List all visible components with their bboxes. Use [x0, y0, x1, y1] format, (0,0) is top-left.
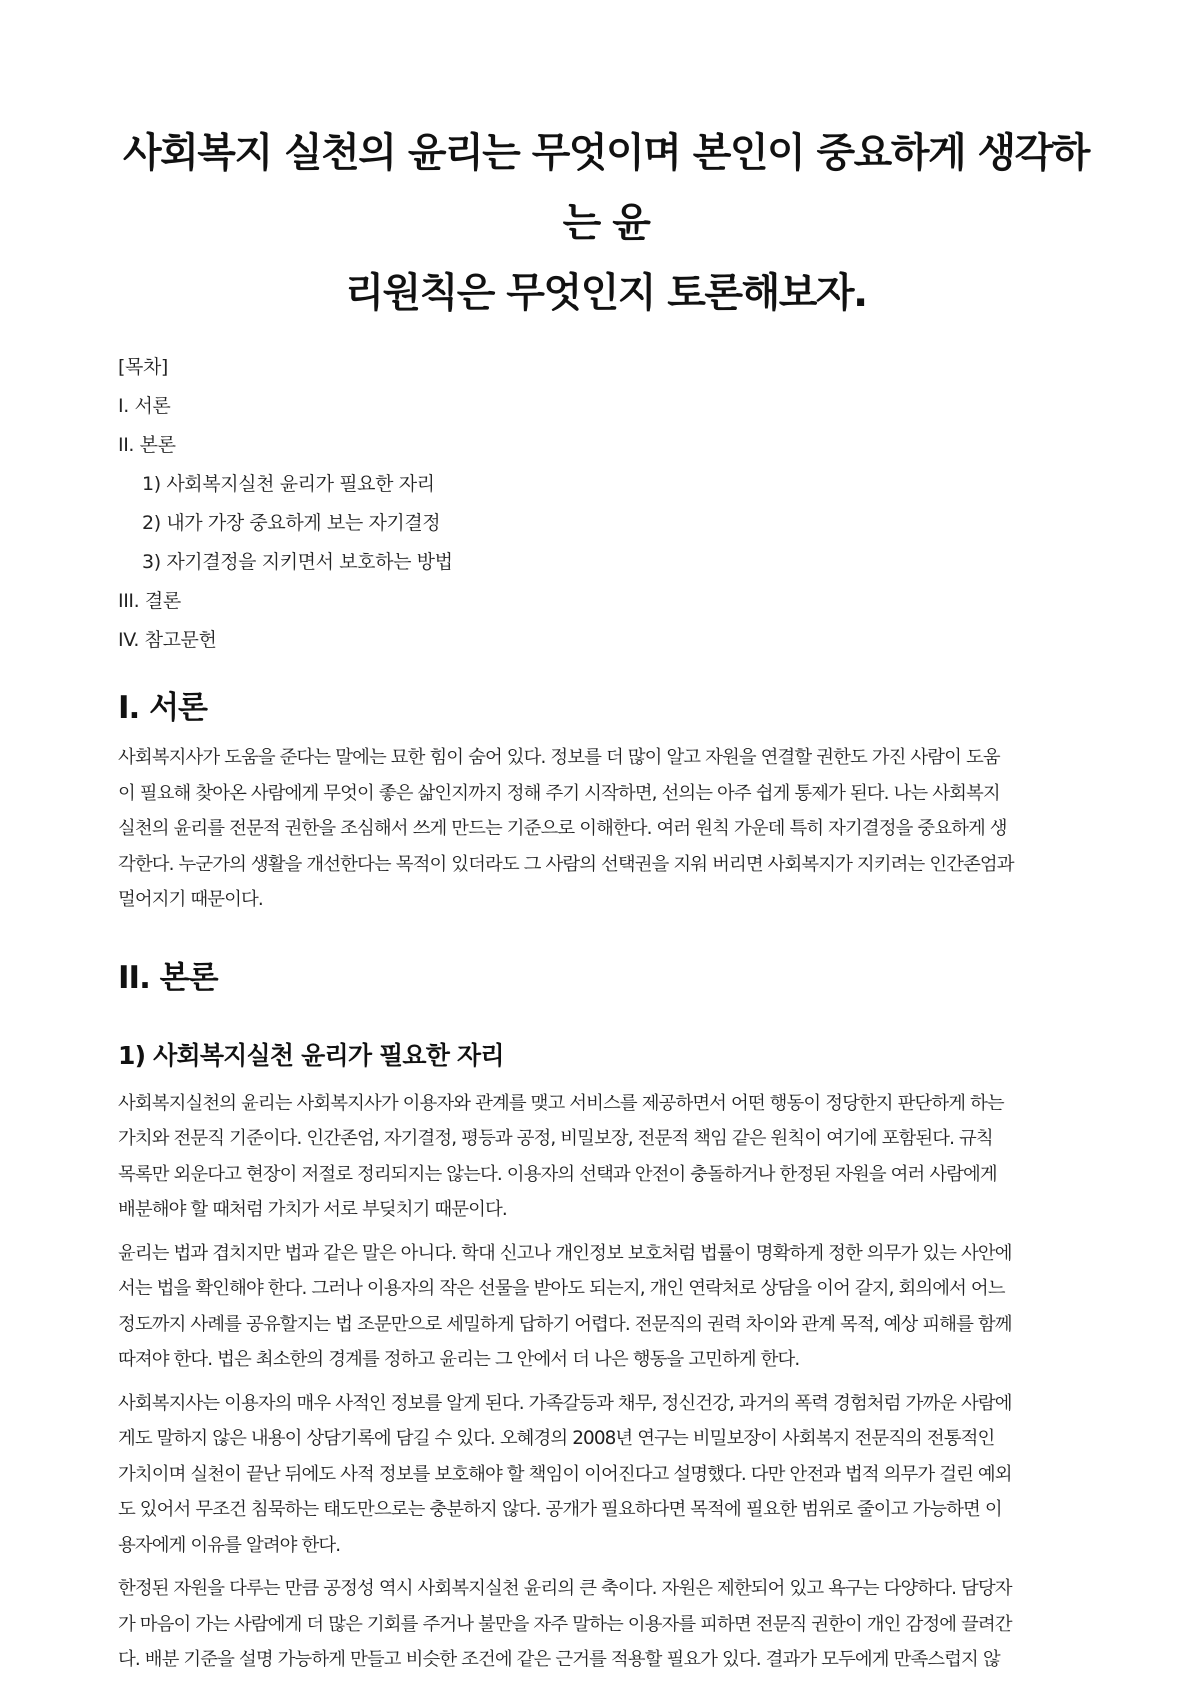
intro-paragraph: 사회복지사가 도움을 준다는 말에는 묘한 힘이 숨어 있다. 정보를 더 많이 알고 자원을 연결할 권한도 가진 사람이 도움 이 필요해 찾아온 사람에게 무엇이 좋은 삶인지까지 정해 주기 시작하면, 선의는 아주 쉽게 통제가 된다. 나는 사회복지 실천의 윤리를 전문적 권한을 조심해서 쓰게 만드는 기준으로 이해한다. 여러 원칙 가운데 특히 자기결정을 중요하게 생 각한다. 누군가의 생활을 개선한다는 목적이 있더라도 그 사람의 선택권을 지워 버리면 사회복지가 지키려는 인간존엄과 멀어지기 때문이다.: [118, 747, 1014, 910]
body-heading: II. 본론: [118, 959, 218, 996]
toc-item: II. 본론: [118, 434, 176, 456]
toc-item: 1) 사회복지실천 윤리가 필요한 자리: [142, 473, 435, 495]
toc-item: 3) 자기결정을 지키면서 보호하는 방법: [142, 551, 453, 573]
body-paragraph: 윤리는 법과 겹치지만 법과 같은 말은 아니다. 학대 신고나 개인정보 보호처럼 법률이 명확하게 정한 의무가 있는 사안에 서는 법을 확인해야 한다. 그러나 이용자의 작은 선물을 받아도 되는지, 개인 연락처로 상담을 이어 갈지, 회의에서 어느 정도까지 사례를 공유할지는 법 조문만으로 세밀하게 답하기 어렵다. 전문직의 권력 차이와 관계 목적, 예상 피해를 함께 따져야 한다. 법은 최소한의 경계를 정하고 윤리는 그 안에서 더 나은 행동을 고민하게 한다.: [118, 1242, 1012, 1370]
body-paragraph: 한정된 자원을 다루는 만큼 공정성 역시 사회복지실천 윤리의 큰 축이다. 자원은 제한되어 있고 욕구는 다양하다. 담당자 가 마음이 가는 사람에게 더 많은 기회를 주거나 불만을 자주 말하는 이용자를 피하면 전문직 권한이 개인 감정에 끌려간 다. 배분 기준을 설명 가능하게 만들고 비슷한 조건에 같은 근거를 적용할 필요가 있다. 결과가 모두에게 만족스럽지 않: [118, 1578, 1012, 1670]
toc-item: I. 서론: [118, 395, 171, 417]
toc-label: [목차]: [118, 356, 168, 378]
document-page: [118, 118, 1094, 1678]
document-title: 사회복지 실천의 윤리는 무엇이며 본인이 중요하게 생각하는 윤 리원칙은 무엇인지 토론해보자.: [123, 130, 1089, 316]
toc-item: IV. 참고문헌: [118, 629, 217, 651]
body-paragraph: 사회복지사는 이용자의 매우 사적인 정보를 알게 된다. 가족갈등과 채무, 정신건강, 과거의 폭력 경험처럼 가까운 사람에 게도 말하지 않은 내용이 상담기록에 담길 수 있다. 오혜경의 2008년 연구는 비밀보장이 사회복지 전문직의 전통적인 가치이며 실천이 끝난 뒤에도 사적 정보를 보호해야 할 책임이 이어진다고 설명했다. 다만 안전과 법적 의무가 걸린 예외 도 있어서 무조건 침묵하는 태도만으로는 충분하지 않다. 공개가 필요하다면 목적에 필요한 범위로 줄이고 가능하면 이 용자에게 이유를 알려야 한다.: [118, 1392, 1012, 1556]
intro-section: [118, 688, 1094, 918]
subsection-heading: 1) 사회복지실천 윤리가 필요한 자리: [118, 1040, 504, 1070]
toc-item: III. 결론: [118, 590, 181, 612]
body-section: [118, 958, 1094, 1678]
body-paragraph: 사회복지실천의 윤리는 사회복지사가 이용자와 관계를 맺고 서비스를 제공하면서 어떤 행동이 정당한지 판단하게 하는 가치와 전문직 기준이다. 인간존엄, 자기결정, 평등과 공정, 비밀보장, 전문적 책임 같은 원칙이 여기에 포함된다. 규칙 목록만 외운다고 현장이 저절로 정리되지는 않는다. 이용자의 선택과 안전이 충돌하거나 한정된 자원을 여러 사람에게 배분해야 할 때처럼 가치가 서로 부딪치기 때문이다.: [118, 1092, 1004, 1220]
intro-heading: I. 서론: [118, 690, 207, 726]
table-of-contents: [118, 348, 1094, 660]
toc-item: 2) 내가 가장 중요하게 보는 자기결정: [142, 512, 441, 534]
